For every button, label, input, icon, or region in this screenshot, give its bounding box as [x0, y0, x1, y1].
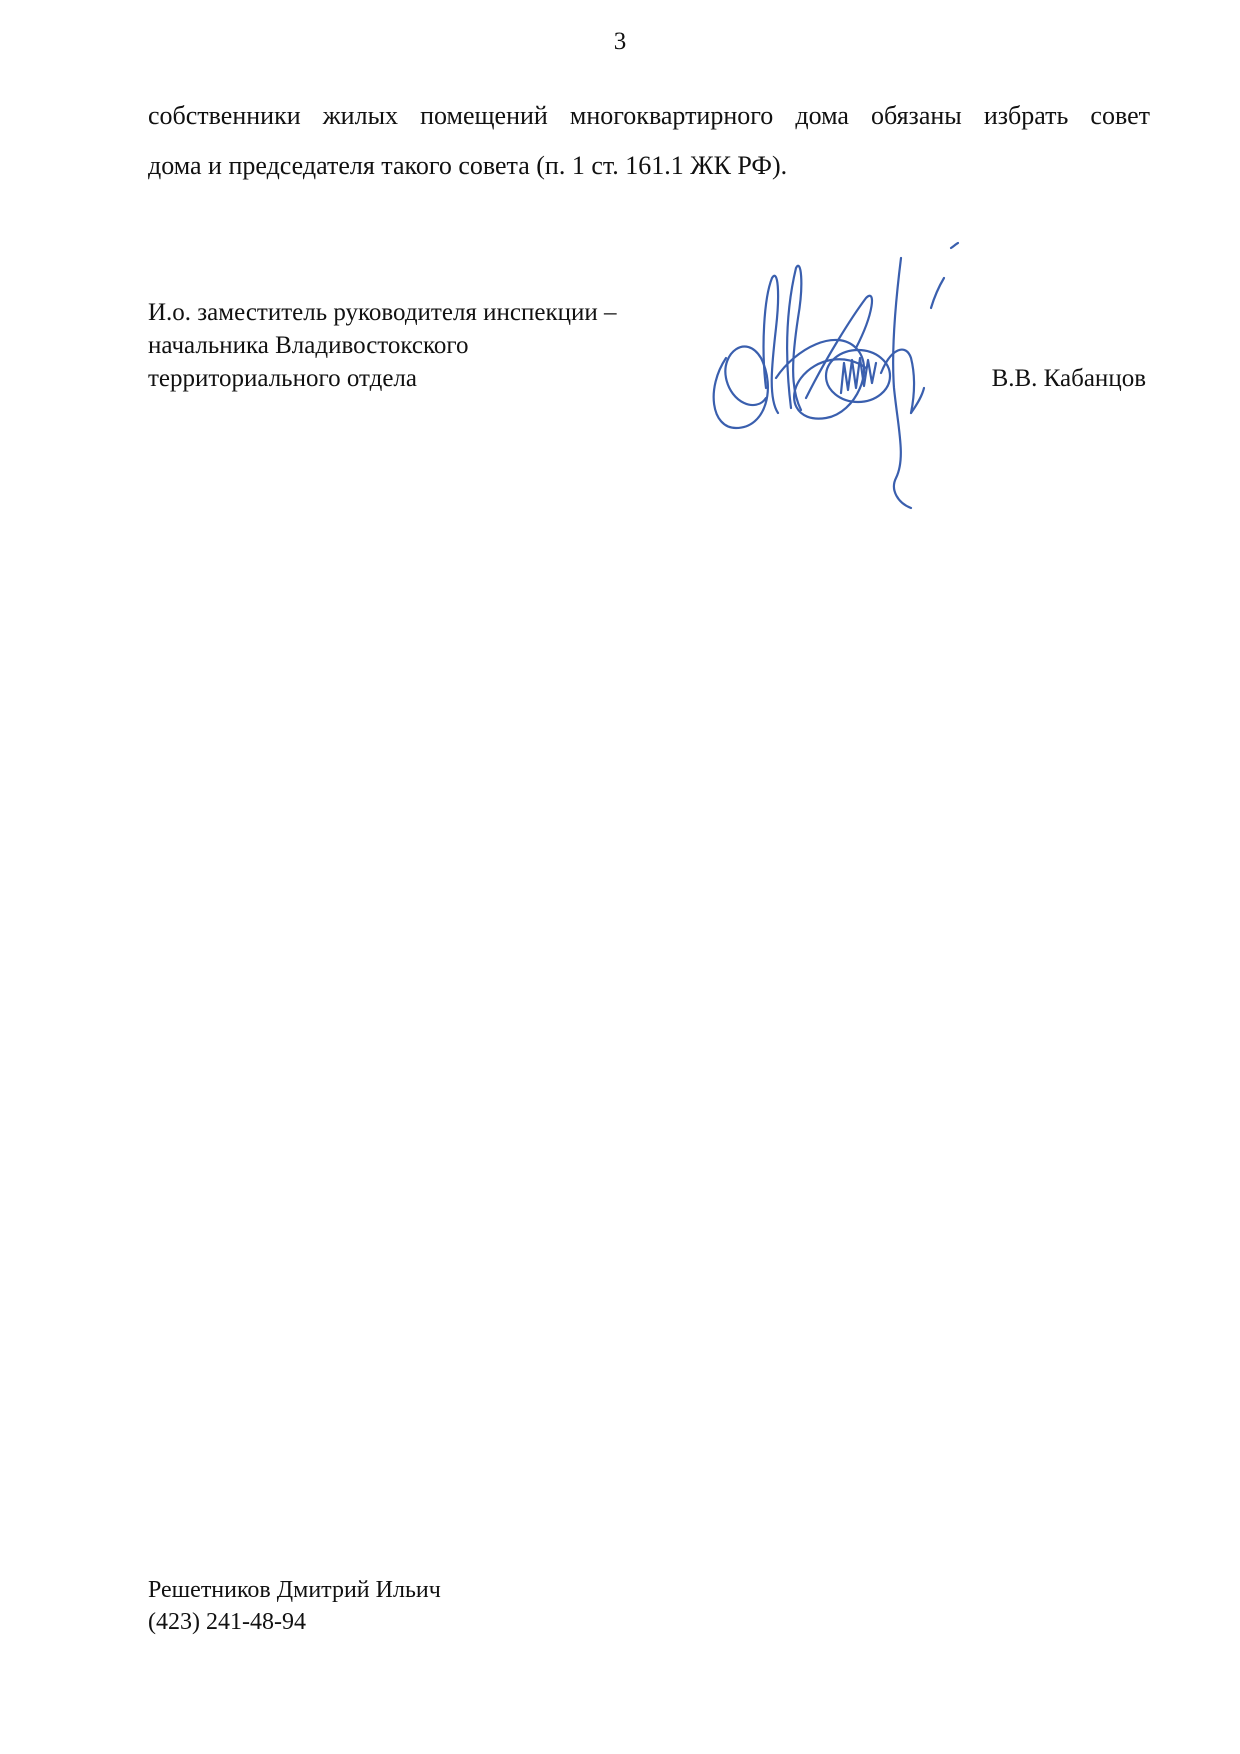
signatory-position-line-1: И.о. заместитель руководителя инспекции – [148, 299, 617, 326]
contact-block [148, 1574, 441, 1638]
signatory-position-line-2: начальника Владивостокского [148, 332, 469, 359]
contact-phone: (423) 241-48-94 [148, 1609, 306, 1635]
page-number: 3 [613, 28, 627, 55]
body-line-1: собственники жилых помещений многоквартирного дома обязаны избрать совет [148, 101, 1150, 130]
handwritten-signature [706, 238, 966, 518]
body-line-2: дома и председателя такого совета (п. 1 ст. 161.1 ЖК РФ). [148, 151, 788, 180]
signatory-name: В.В. Кабанцов [991, 365, 1146, 392]
signatory-position [148, 296, 617, 395]
signatory-position-line-3: территориального отдела [148, 365, 417, 392]
body-paragraph [148, 91, 1150, 191]
contact-person: Решетников Дмитрий Ильич [148, 1577, 441, 1603]
